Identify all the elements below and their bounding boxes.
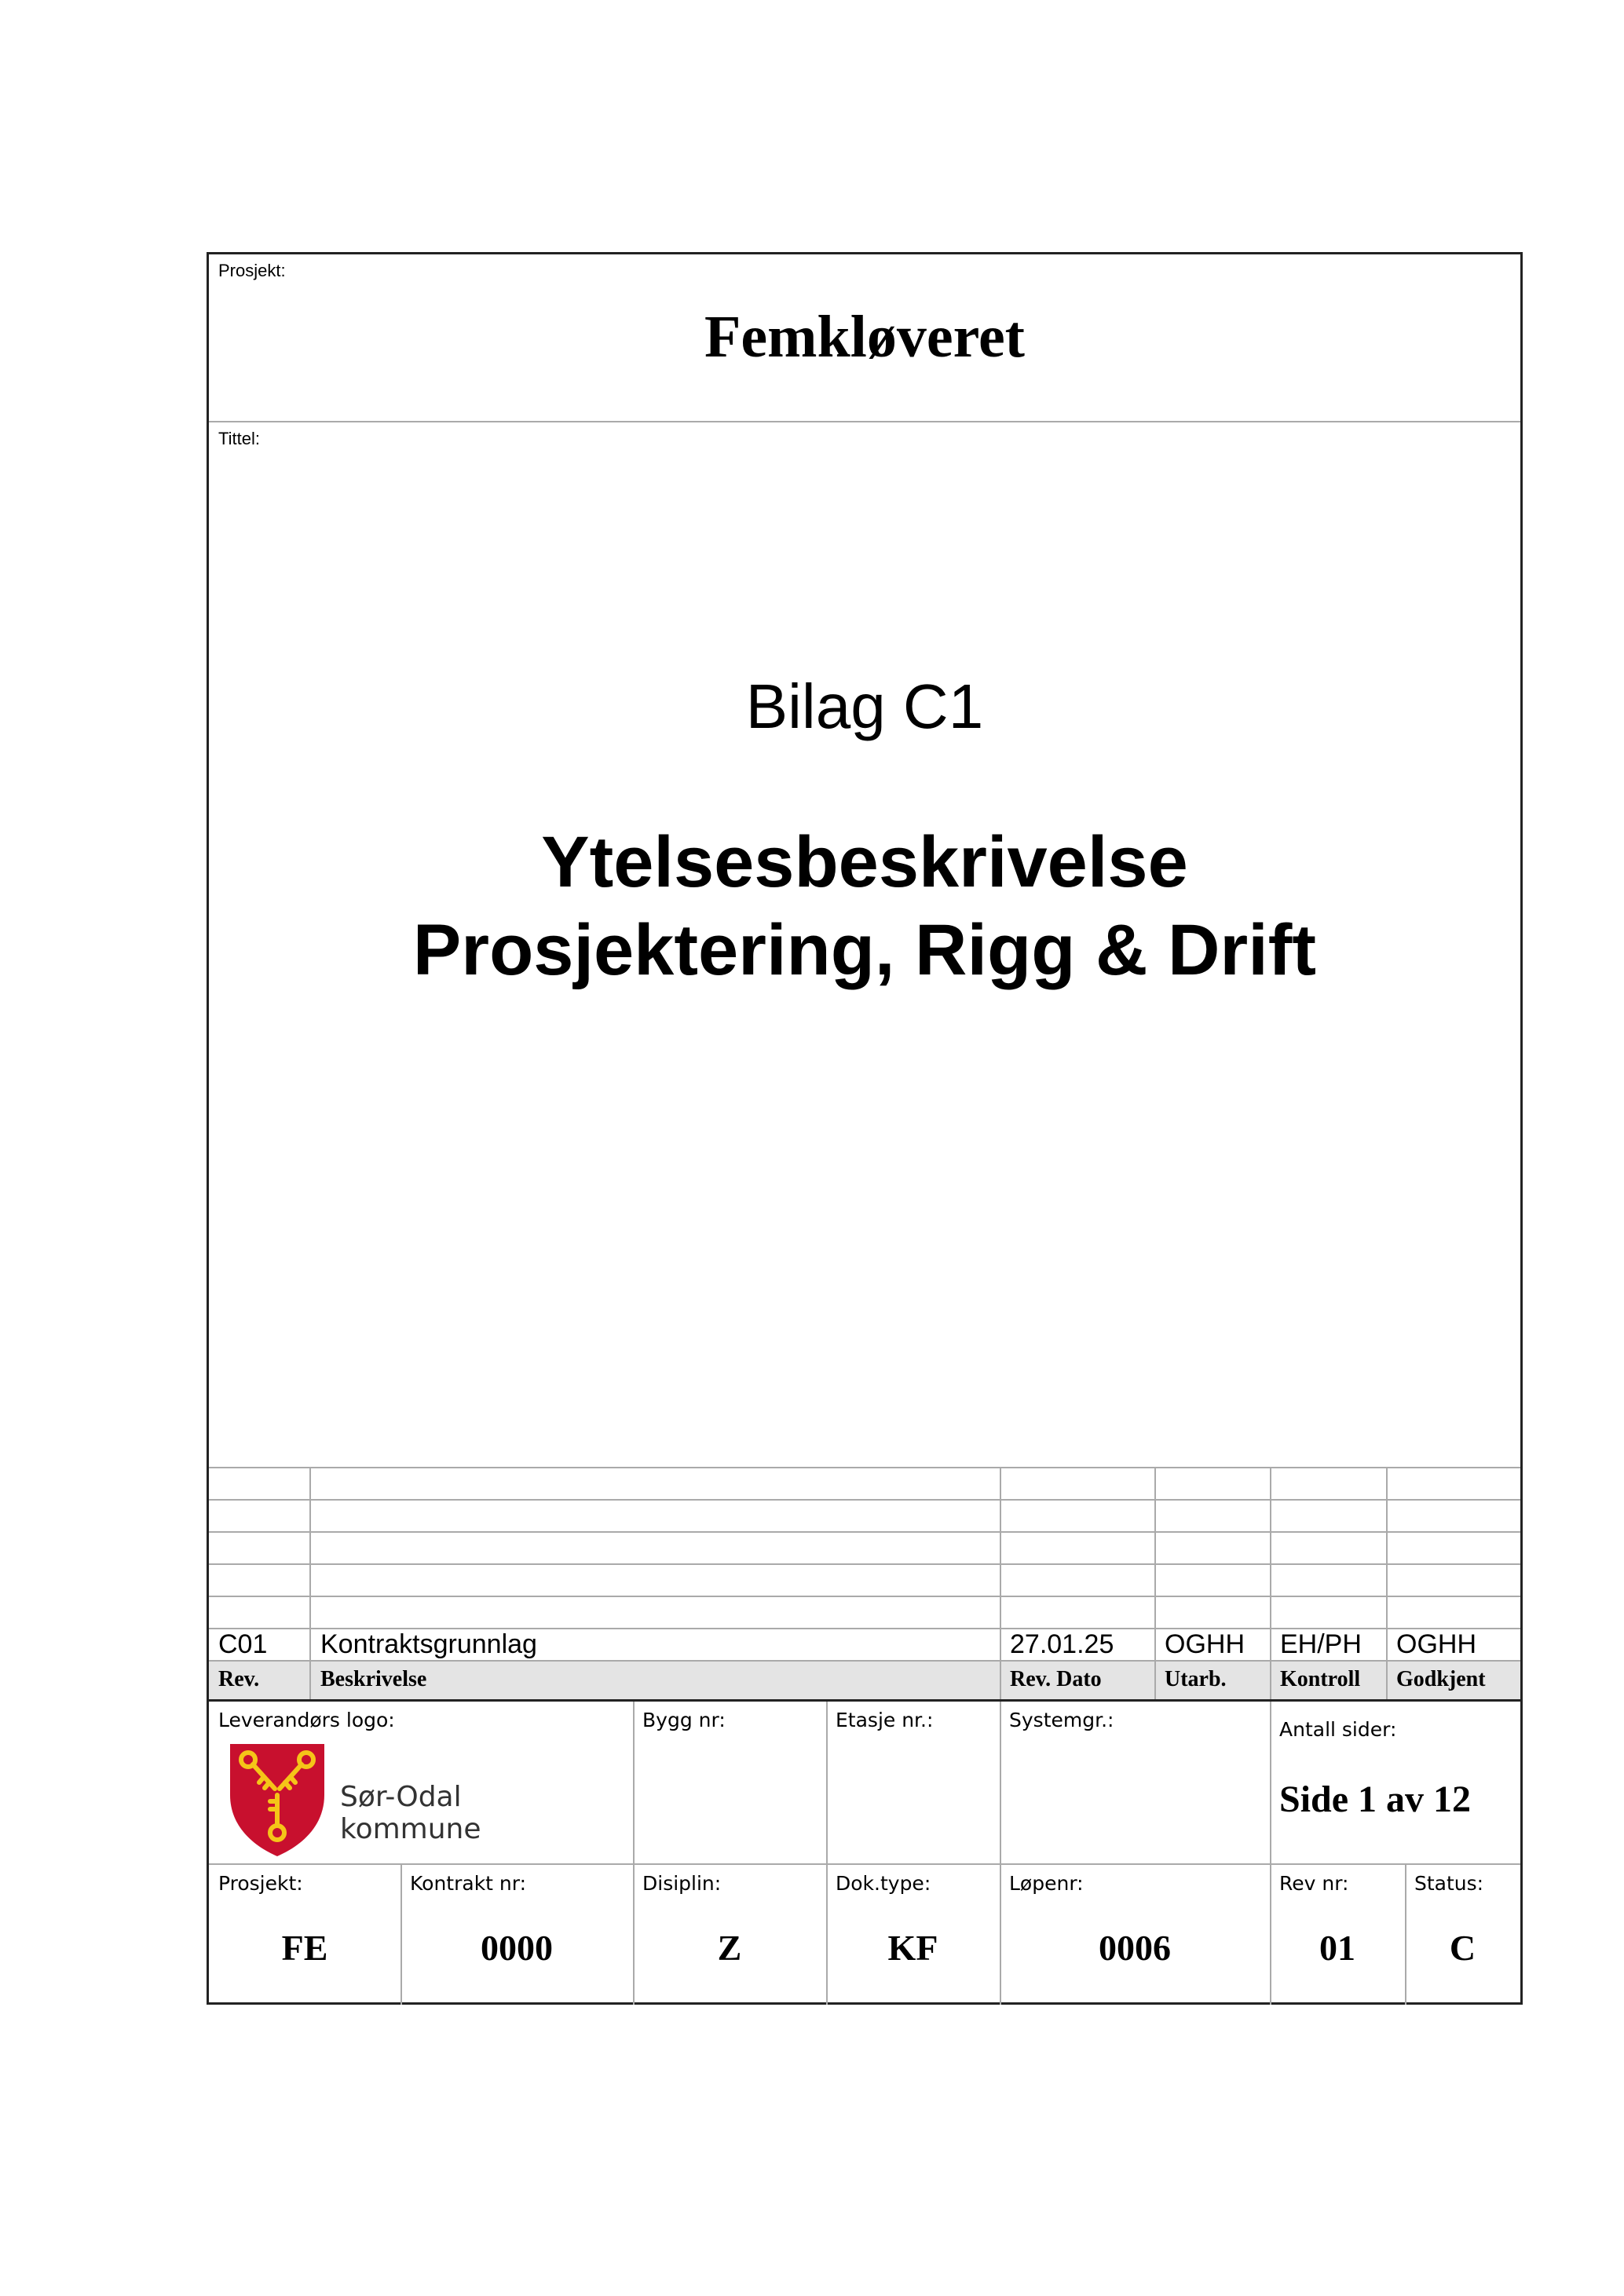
- system-label: Systemgr.:: [1009, 1709, 1114, 1731]
- discipline-value: Z: [717, 1928, 742, 1968]
- supplier-logo-label: Leverandørs logo:: [218, 1709, 395, 1731]
- serial-label: Løpenr:: [1009, 1872, 1084, 1895]
- project-label: Prosjekt:: [218, 261, 286, 280]
- rev-checked: EH/PH: [1280, 1629, 1362, 1659]
- rev-date: 27.01.25: [1010, 1629, 1114, 1659]
- rev-prepared: OGHH: [1165, 1629, 1245, 1659]
- coat-of-arms-icon: [226, 1740, 328, 1858]
- contract-label: Kontrakt nr:: [410, 1872, 527, 1895]
- pages-value: Side 1 av 12: [1279, 1779, 1472, 1820]
- status-value: C: [1449, 1928, 1476, 1968]
- bilag-title: Bilag C1: [745, 671, 984, 741]
- rev-value: C01: [218, 1629, 268, 1659]
- main-title-line2: Prosjektering, Rigg & Drift: [412, 910, 1317, 990]
- checked-header: Kontroll: [1280, 1667, 1361, 1691]
- status-label: Status:: [1414, 1872, 1484, 1895]
- project-code-label: Prosjekt:: [218, 1872, 303, 1895]
- title-label: Tittel:: [218, 429, 260, 448]
- title-block-frame: [207, 252, 1523, 2005]
- description-header: Beskrivelse: [320, 1667, 427, 1691]
- prepared-header: Utarb.: [1165, 1667, 1227, 1691]
- municipality-name: Sør-Odal kommune: [340, 1781, 481, 1845]
- revnr-value: 01: [1319, 1928, 1355, 1968]
- discipline-label: Disiplin:: [642, 1872, 722, 1895]
- approved-header: Godkjent: [1396, 1667, 1486, 1691]
- building-label: Bygg nr:: [642, 1709, 726, 1731]
- municipality-logo: [226, 1740, 603, 1858]
- date-header: Rev. Dato: [1010, 1667, 1102, 1691]
- doctype-value: KF: [887, 1928, 938, 1968]
- rev-description: Kontraktsgrunnlag: [320, 1629, 537, 1659]
- footer-top-border: [209, 1699, 1520, 1702]
- pages-label: Antall sider:: [1279, 1718, 1397, 1741]
- serial-value: 0006: [1099, 1928, 1171, 1968]
- revnr-label: Rev nr:: [1279, 1872, 1349, 1895]
- floor-label: Etasje nr.:: [836, 1709, 934, 1731]
- project-name: Femkløveret: [704, 304, 1025, 370]
- project-code-value: FE: [281, 1928, 328, 1968]
- divider: [209, 421, 1520, 422]
- doctype-label: Dok.type:: [836, 1872, 931, 1895]
- rev-approved: OGHH: [1396, 1629, 1476, 1659]
- rev-header: Rev.: [218, 1667, 260, 1691]
- contract-value: 0000: [481, 1928, 553, 1968]
- main-title-line1: Ytelsesbeskrivelse: [541, 822, 1188, 902]
